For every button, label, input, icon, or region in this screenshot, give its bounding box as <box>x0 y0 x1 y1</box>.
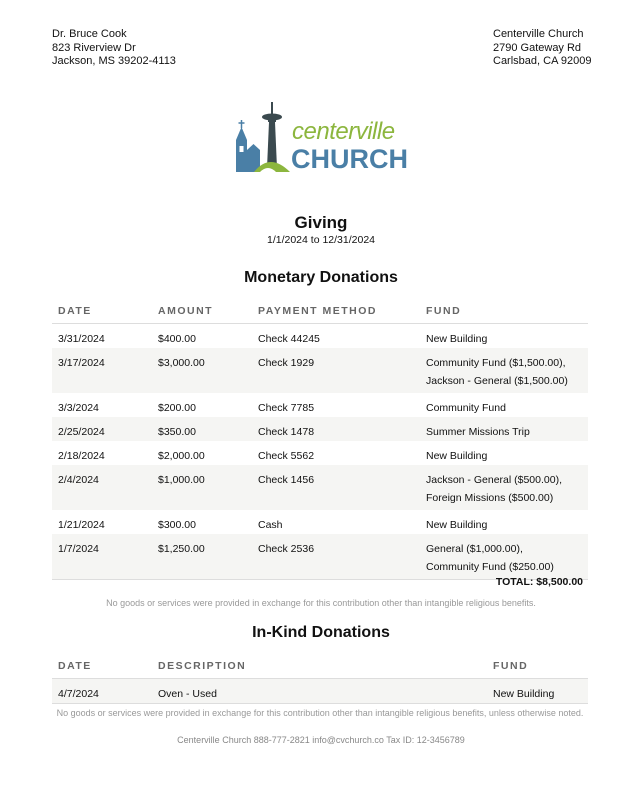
row-date: 1/21/2024 <box>58 519 105 531</box>
church-city: Carlsbad, CA 92009 <box>493 55 592 67</box>
table-row <box>52 348 588 393</box>
row-method: Check 1478 <box>252 417 420 441</box>
church-logo <box>232 100 412 180</box>
row-method: Check 1929 <box>252 348 420 393</box>
monetary-table <box>52 299 588 580</box>
donor-street: 823 Riverview Dr <box>52 41 136 54</box>
row-method: Check 44245 <box>258 333 320 345</box>
table-row <box>52 534 588 580</box>
row-fund: New Building <box>487 679 588 704</box>
row-fund: Jackson - General ($500.00), Foreign Missions ($500.00) <box>420 465 588 510</box>
row-date: 3/31/2024 <box>58 333 105 345</box>
church-street: 2790 Gateway Rd <box>493 41 582 54</box>
monetary-header-row <box>52 299 588 324</box>
row-date: 3/17/2024 <box>52 348 152 393</box>
church-name: Centerville Church <box>493 28 584 40</box>
row-amount: $3,000.00 <box>152 348 252 393</box>
inkind-disclaimer: No goods or services were provided in exchange for this contribution other than intangible religious benefits, unless otherwise noted. <box>56 708 584 718</box>
row-date: 3/3/2024 <box>58 402 99 414</box>
row-description: Oven - Used <box>152 679 487 704</box>
monetary-disclaimer: No goods or services were provided in exchange for this contribution other than intangible religious benefits. <box>106 598 536 608</box>
row-amount: $300.00 <box>158 519 196 531</box>
monetary-total: TOTAL: $8,500.00 <box>495 576 583 588</box>
donor-name: Dr. Bruce Cook <box>52 28 127 40</box>
col-date: DATE <box>52 654 152 679</box>
row-fund: Community Fund <box>426 402 506 414</box>
row-fund: Summer Missions Trip <box>420 417 588 441</box>
row-fund: New Building <box>426 333 488 345</box>
statement-title: Giving <box>294 213 348 232</box>
monetary-heading: Monetary Donations <box>244 269 398 286</box>
row-method: Cash <box>258 519 283 531</box>
table-row <box>52 324 588 349</box>
row-amount: $1,000.00 <box>152 465 252 510</box>
col-date: DATE <box>52 299 152 324</box>
col-amount: AMOUNT <box>152 299 252 324</box>
inkind-table <box>52 654 588 704</box>
row-fund: Community Fund ($1,500.00), Jackson - General ($1,500.00) <box>420 348 588 393</box>
statement-date-range: 1/1/2024 to 12/31/2024 <box>266 234 375 246</box>
table-row <box>52 393 588 417</box>
church-skyline-icon <box>232 100 292 180</box>
logo-text-centerville: centerville <box>292 118 395 145</box>
row-date: 1/7/2024 <box>52 534 152 580</box>
row-fund: General ($1,000.00), Community Fund ($250.00) <box>420 534 588 580</box>
inkind-heading: In-Kind Donations <box>252 624 390 641</box>
row-method: Check 1456 <box>252 465 420 510</box>
row-date: 4/7/2024 <box>52 679 152 704</box>
row-date: 2/18/2024 <box>58 450 105 462</box>
inkind-header-row <box>52 654 588 679</box>
row-amount: $1,250.00 <box>152 534 252 580</box>
row-method: Check 5562 <box>258 450 315 462</box>
table-row <box>52 417 588 441</box>
col-fund: FUND <box>487 654 588 679</box>
row-amount: $350.00 <box>152 417 252 441</box>
donor-city: Jackson, MS 39202-4113 <box>52 55 176 67</box>
table-row <box>52 679 588 704</box>
row-date: 2/25/2024 <box>52 417 152 441</box>
row-fund: New Building <box>426 519 488 531</box>
col-payment-method: PAYMENT METHOD <box>252 299 420 324</box>
row-amount: $2,000.00 <box>158 450 205 462</box>
row-fund: New Building <box>426 450 488 462</box>
table-row <box>52 465 588 510</box>
col-fund: FUND <box>420 299 588 324</box>
row-date: 2/4/2024 <box>52 465 152 510</box>
logo-text-church: CHURCH <box>291 144 408 174</box>
table-row <box>52 510 588 534</box>
page-footer: Centerville Church 888-777-2821 info@cvchurch.co Tax ID: 12-3456789 <box>177 735 465 745</box>
row-method: Check 2536 <box>252 534 420 580</box>
donor-address <box>52 28 176 69</box>
row-amount: $200.00 <box>158 402 196 414</box>
table-row <box>52 441 588 465</box>
row-amount: $400.00 <box>158 333 196 345</box>
row-method: Check 7785 <box>258 402 315 414</box>
church-address <box>493 28 591 69</box>
col-description: DESCRIPTION <box>152 654 487 679</box>
